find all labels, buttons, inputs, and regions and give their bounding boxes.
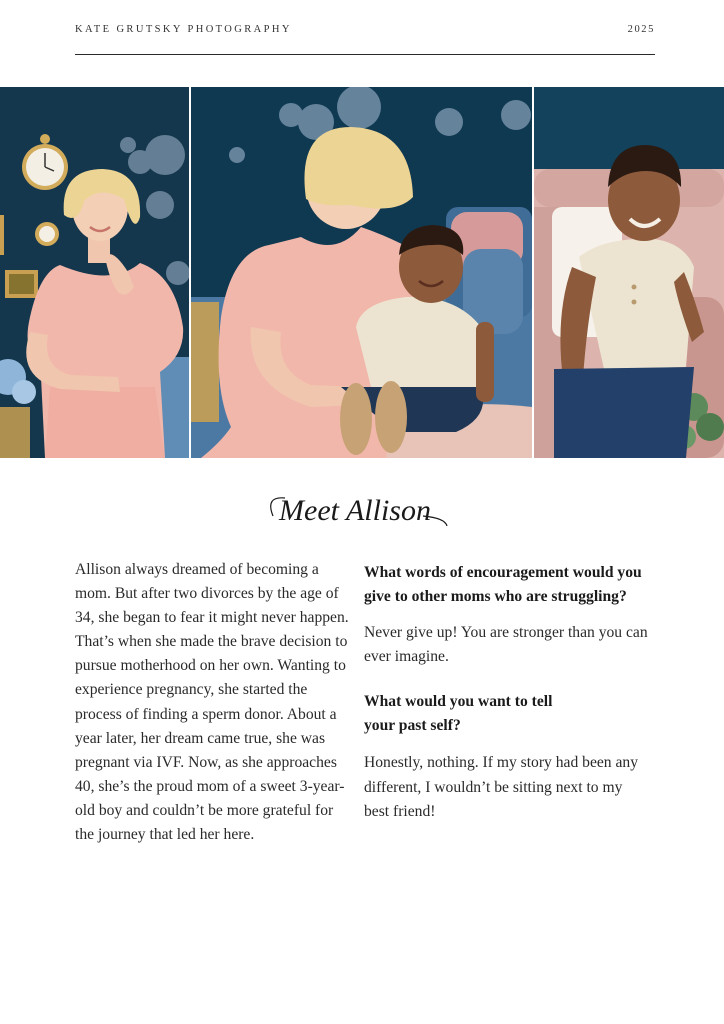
answer-1: Never give up! You are stronger than you can ever imagine. [364, 624, 648, 666]
answer-2: Honestly, nothing. If my story had been any different, I wouldn’t be sitting next to my best friend! [364, 754, 638, 820]
page-header [75, 22, 655, 55]
question-2: What would you want to tell your past self? [364, 693, 553, 735]
story-text: Allison always dreamed of becoming a mom. But after two divorces by the age of 34, she began to fear it might never happen. That’s when she made the brave decision to pursue motherhood on her own. Wanting to experience pregnancy, she started the process of finding a sperm donor. About a year later, her dream came true, she was pregnant via IVF. Now, as she approaches 40, she’s the proud mom of a sweet 3-year-old boy and couldn’t be more grateful for the journey that led her here. [75, 561, 349, 844]
title-script: Meet Allison [279, 494, 431, 527]
interview-section [364, 560, 649, 824]
year-label: 2025 [627, 24, 655, 35]
brand-name: KATE GRUTSKY PHOTOGRAPHY [75, 24, 292, 35]
mom-portrait-photo [0, 87, 189, 458]
mom-and-son-photo [191, 87, 532, 458]
son-portrait-photo [534, 87, 724, 458]
photo-strip [0, 87, 724, 458]
meet-allison-title [255, 476, 455, 546]
question-1: What words of encouragement would you give to other moms who are struggling? [364, 564, 642, 605]
